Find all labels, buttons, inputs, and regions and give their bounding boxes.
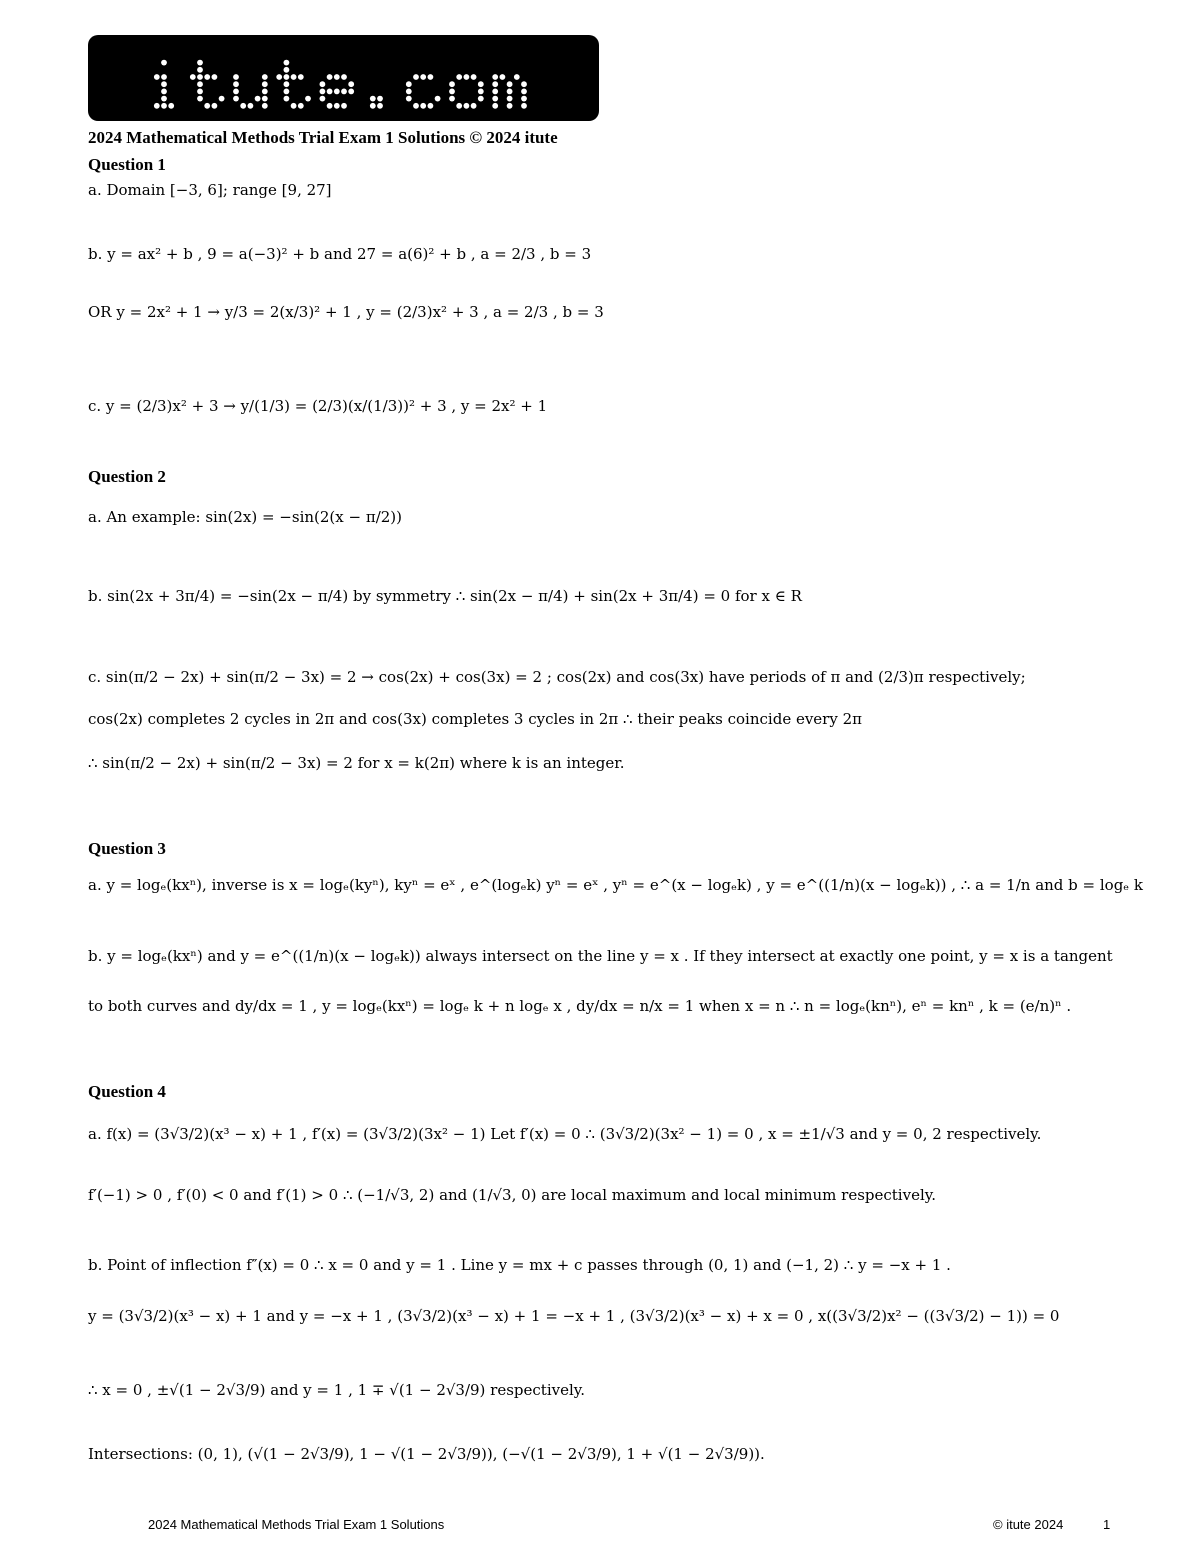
footer-page-number: 1 [1103,1517,1111,1532]
q2-part-b: b. sin(2x + 3π/4) = −sin(2x − π/4) by symmetry ∴ sin(2x − π/4) + sin(2x + 3π/4) = 0 for x ∈ R [88,587,802,605]
document-title: 2024 Mathematical Methods Trial Exam 1 Solutions © 2024 itute [88,128,558,147]
q2-part-c-line1: c. sin(π/2 − 2x) + sin(π/2 − 3x) = 2 → cos(2x) + cos(3x) = 2 ; cos(2x) and cos(3x) have periods of π and (2/3)π respectively; [88,668,1026,686]
itute-logo [88,35,599,121]
q1-part-b: b. y = ax² + b , 9 = a(−3)² + b and 27 = a(6)² + b , a = 2/3 , b = 3 [88,245,592,263]
q4-part-b-line4: Intersections: (0, 1), (√(1 − 2√3/9), 1 − √(1 − 2√3/9)), (−√(1 − 2√3/9), 1 + √(1 − 2√3/9)). [88,1445,765,1463]
question-2-heading: Question 2 [88,467,166,486]
q1-part-a: a. Domain [−3, 6]; range [9, 27] [88,181,332,199]
footer-copyright: © itute 2024 [993,1517,1064,1532]
q4-part-b-line1: b. Point of inflection f″(x) = 0 ∴ x = 0 and y = 1 . Line y = mx + c passes through (0, 1) and (−1, 2) ∴ y = −x + 1 . [88,1256,951,1274]
footer-title: 2024 Mathematical Methods Trial Exam 1 Solutions [148,1517,445,1532]
q3-part-a: a. y = logₑ(kxⁿ), inverse is x = logₑ(kyⁿ), kyⁿ = eˣ , e^(logₑk) yⁿ = eˣ , yⁿ = e^(x − logₑk) , y = e^((1/n)(x − logₑk)) , ∴ a = 1/n and b = logₑ k [88,876,1143,894]
question-3-heading: Question 3 [88,839,166,858]
q2-part-a: a. An example: sin(2x) = −sin(2(x − π/2)) [88,508,403,526]
dot-matrix-logo-text [88,35,599,121]
q4-part-b-line3: ∴ x = 0 , ±√(1 − 2√3/9) and y = 1 , 1 ∓ √(1 − 2√3/9) respectively. [88,1381,586,1399]
question-4-heading: Question 4 [88,1082,166,1101]
q4-part-a-line1: a. f(x) = (3√3/2)(x³ − x) + 1 , f′(x) = (3√3/2)(3x² − 1) Let f′(x) = 0 ∴ (3√3/2)(3x² − 1) = 0 , x = ±1/√3 and y = 0, 2 respectively. [88,1125,1042,1143]
question-1-heading: Question 1 [88,155,166,174]
q1-part-c: c. y = (2/3)x² + 3 → y/(1/3) = (2/3)(x/(1/3))² + 3 , y = 2x² + 1 [88,397,548,415]
q3-part-b-line1: b. y = logₑ(kxⁿ) and y = e^((1/n)(x − logₑk)) always intersect on the line y = x . If they intersect at exactly one point, y = x is a tangent [88,947,1113,965]
q3-part-b-line2: to both curves and dy/dx = 1 , y = logₑ(kxⁿ) = logₑ k + n logₑ x , dy/dx = n/x = 1 when x = n ∴ n = logₑ(knⁿ), eⁿ = knⁿ , k = (e/n)ⁿ . [88,997,1072,1015]
q2-part-c-line3: ∴ sin(π/2 − 2x) + sin(π/2 − 3x) = 2 for x = k(2π) where k is an integer. [88,754,625,772]
q1-part-b-alternative: OR y = 2x² + 1 → y/3 = 2(x/3)² + 1 , y = (2/3)x² + 3 , a = 2/3 , b = 3 [88,303,604,321]
q2-part-c-line2: cos(2x) completes 2 cycles in 2π and cos(3x) completes 3 cycles in 2π ∴ their peaks coincide every 2π [88,710,863,728]
q4-part-a-line2: f′(−1) > 0 , f′(0) < 0 and f′(1) > 0 ∴ (−1/√3, 2) and (1/√3, 0) are local maximum and local minimum respectively. [88,1186,937,1204]
q4-part-b-line2: y = (3√3/2)(x³ − x) + 1 and y = −x + 1 , (3√3/2)(x³ − x) + 1 = −x + 1 , (3√3/2)(x³ − x) + x = 0 , x((3√3/2)x² − ((3√3/2) − 1)) = 0 [88,1307,1060,1325]
